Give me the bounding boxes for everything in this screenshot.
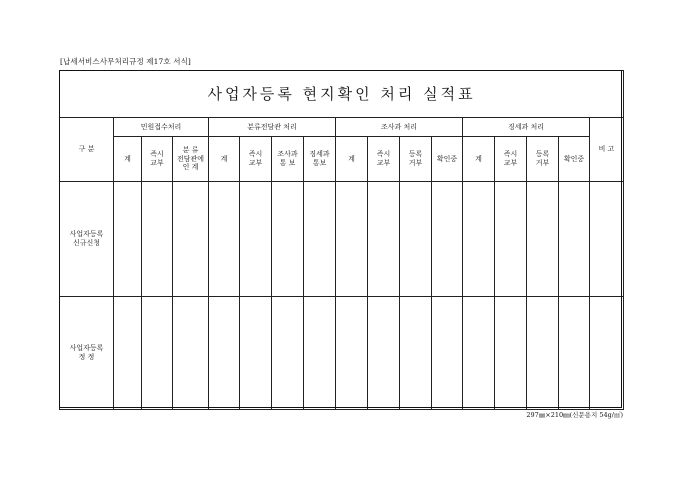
data-entry-cell[interactable]	[590, 182, 624, 297]
sub-header-cell: 계	[336, 137, 368, 182]
data-entry-cell[interactable]	[527, 297, 559, 410]
data-entry-cell[interactable]	[400, 182, 432, 297]
data-entry-cell[interactable]	[114, 297, 142, 410]
data-entry-cell[interactable]	[590, 297, 624, 410]
data-entry-cell[interactable]	[432, 297, 463, 410]
data-entry-cell[interactable]	[209, 182, 240, 297]
data-entry-cell[interactable]	[368, 182, 400, 297]
sub-header-cell: 즉시 교부	[142, 137, 173, 182]
data-entry-cell[interactable]	[142, 182, 173, 297]
data-entry-cell[interactable]	[304, 182, 336, 297]
performance-table	[59, 70, 624, 410]
data-entry-cell[interactable]	[304, 297, 336, 410]
sub-header-cell: 등록 거부	[527, 137, 559, 182]
sub-header-cell: 계	[463, 137, 495, 182]
data-entry-cell[interactable]	[336, 297, 368, 410]
remarks-header: 비 고	[590, 118, 624, 182]
data-entry-cell[interactable]	[495, 297, 527, 410]
data-entry-cell[interactable]	[463, 297, 495, 410]
data-entry-cell[interactable]	[173, 297, 209, 410]
sub-header-cell: 계	[209, 137, 240, 182]
group-header-classification: 분류전담관 처리	[209, 118, 336, 137]
data-entry-cell[interactable]	[336, 182, 368, 297]
row-label-cell: 사업자등록 정 정	[60, 297, 114, 410]
data-entry-cell[interactable]	[559, 297, 590, 410]
sub-header-cell: 즉시 교부	[495, 137, 527, 182]
data-entry-cell[interactable]	[495, 182, 527, 297]
data-entry-cell[interactable]	[400, 297, 432, 410]
data-entry-cell[interactable]	[142, 297, 173, 410]
data-entry-cell[interactable]	[463, 182, 495, 297]
sub-header-cell: 조사과 통 보	[272, 137, 304, 182]
sub-header-cell: 분 류 전담관에 인 계	[173, 137, 209, 182]
data-entry-cell[interactable]	[527, 182, 559, 297]
sub-header-cell: 확인중	[432, 137, 463, 182]
group-header-civil: 민원접수처리	[114, 118, 209, 137]
group-header-investigation: 조사과 처리	[336, 118, 463, 137]
data-entry-cell[interactable]	[559, 182, 590, 297]
data-entry-cell[interactable]	[368, 297, 400, 410]
sub-header-cell: 즉시 교부	[368, 137, 400, 182]
data-entry-cell[interactable]	[432, 182, 463, 297]
sub-header-cell: 즉시 교부	[240, 137, 272, 182]
form-title: 사업자등록 현지확인 처리 실적표	[60, 71, 624, 118]
paper-size-note: 297㎜×210㎜(신문용지 54g/㎡)	[526, 411, 623, 419]
data-entry-cell[interactable]	[272, 297, 304, 410]
row-header-cell: 구 분	[60, 118, 114, 182]
sub-header-cell: 징세과 통보	[304, 137, 336, 182]
data-entry-cell[interactable]	[240, 297, 272, 410]
sub-header-cell: 계	[114, 137, 142, 182]
data-entry-cell[interactable]	[209, 297, 240, 410]
data-entry-cell[interactable]	[173, 182, 209, 297]
sub-header-cell: 등록 거부	[400, 137, 432, 182]
data-entry-cell[interactable]	[240, 182, 272, 297]
form-code-label: [납세서비스사무처리규정 제17호 서식]	[60, 57, 191, 66]
row-label-cell: 사업자등록 신규신청	[60, 182, 114, 297]
data-entry-cell[interactable]	[114, 182, 142, 297]
sub-header-cell: 확인중	[559, 137, 590, 182]
group-header-collection: 징세과 처리	[463, 118, 590, 137]
data-entry-cell[interactable]	[272, 182, 304, 297]
